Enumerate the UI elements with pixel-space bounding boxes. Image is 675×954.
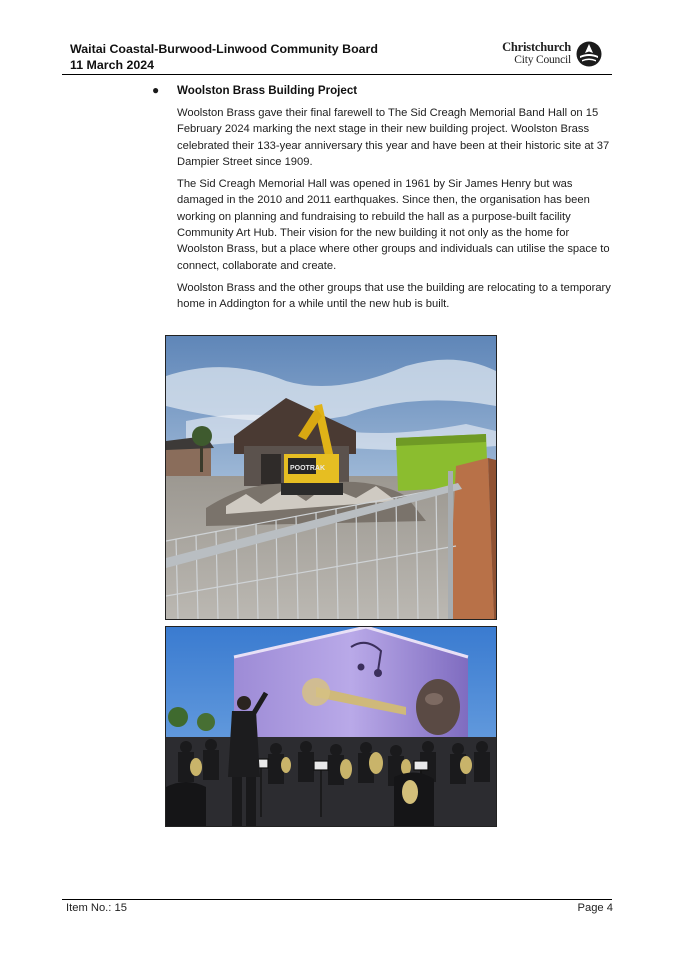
paragraph-3: Woolston Brass and the other groups that use the building are relocating to a temporary home in Addington for a while until the new hub is built. — [177, 281, 611, 311]
demolition-image — [166, 336, 496, 619]
bullet-icon: ● — [152, 83, 160, 97]
paragraph-1: Woolston Brass gave their final farewell to The Sid Creagh Memorial Band Hall on 15 February 2024 marking the next stage in their new building project. Woolston Brass celebrated their 133-year anniversary this year and have been at their historic site at 37 Dampier Street since 1909. — [177, 107, 610, 168]
paragraph-2: The Sid Creagh Memorial Hall was opened in 1961 by Sir James Henry but was damaged in the 2010 and 2011 earthquakes. Since then, the organisation has been working on planning and fundraising to rebuild the hall as a purpose-built facility Community Art Hub. Their vision for the new building it not only as the home for Woolston Brass, but a place where other groups and individuals can utilise the space to connect, collaborate and create. — [177, 178, 610, 272]
header-rule — [62, 74, 612, 75]
meeting-date: 11 March 2024 — [70, 58, 155, 72]
section-woolston-brass — [153, 82, 613, 313]
logo-line-1: Christchurch — [502, 40, 571, 54]
council-logo — [497, 41, 602, 69]
excavator-brand-label: POOTRAK — [290, 465, 325, 472]
logo-text — [502, 41, 571, 66]
band-performance-photo — [165, 626, 497, 827]
footer-item-number: Item No.: 15 — [66, 902, 127, 914]
band-performance-image — [166, 627, 496, 826]
section-heading: Woolston Brass Building Project — [177, 84, 358, 97]
logo-line-2: City Council — [514, 54, 571, 66]
footer-page-number: Page 4 — [577, 902, 613, 914]
header-title — [70, 41, 378, 73]
footer-rule — [62, 899, 612, 900]
demolition-photo — [165, 335, 497, 620]
board-name: Waitai Coastal-Burwood-Linwood Community Board — [70, 42, 378, 56]
council-emblem-icon — [576, 41, 602, 67]
